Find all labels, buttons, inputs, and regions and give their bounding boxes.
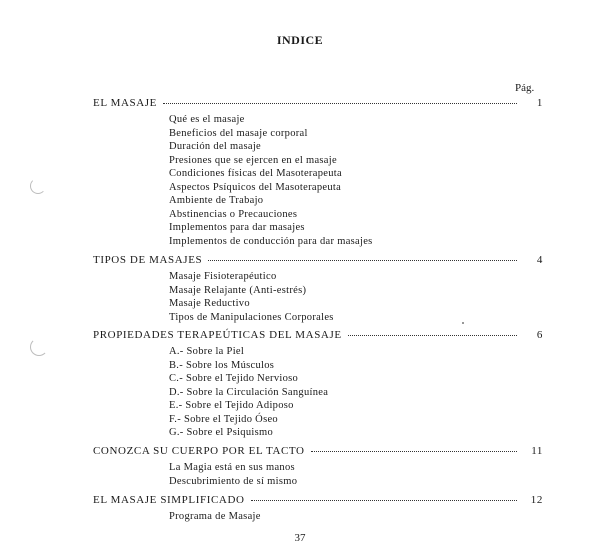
subtopic-item: G.- Sobre el Psiquismo (169, 427, 274, 438)
section-title: EL MASAJE (93, 97, 157, 109)
subtopic-item: Presiones que se ejercen en el masaje (169, 154, 337, 166)
section-page-number: 6 (536, 329, 543, 341)
subtopic-item: Tipos de Manipulaciones Corporales (169, 311, 334, 323)
subtopic-item: Masaje Reductivo (169, 298, 250, 309)
section-page-number: 4 (536, 254, 543, 266)
subtopic-item: La Magia está en sus manos (169, 462, 295, 473)
subtopic-item: Beneficios del masaje corporal (169, 127, 308, 139)
toc-section-heading (93, 253, 543, 268)
subtopic-item: Aspectos Psíquicos del Masoterapeuta (169, 181, 342, 193)
subtopic-item: C.- Sobre el Tejido Nervioso (169, 373, 299, 384)
toc-section-heading (93, 96, 543, 111)
dot-leader (348, 326, 517, 336)
subtopic-item: Qué es el masaje (169, 114, 245, 125)
toc-section-heading (93, 328, 543, 343)
dot-leader (163, 94, 517, 104)
toc-section (93, 444, 543, 488)
dot-leader (208, 251, 517, 261)
scan-mark (30, 338, 48, 356)
subtopic-item: F.- Sobre el Tejido Óseo (169, 413, 278, 425)
subtopic-item: Condiciones físicas del Masoterapeuta (169, 168, 342, 179)
subtopic-item: D.- Sobre la Circulación Sanguínea (169, 386, 329, 398)
subtopic-item: Duración del masaje (169, 141, 261, 152)
subtopic-item: Descubrimiento de sí mismo (169, 475, 298, 487)
subtopic-item: B.- Sobre los Músculos (169, 359, 275, 371)
subtopic-item: Programa de Masaje (169, 511, 261, 522)
subtopic-list (169, 510, 543, 524)
scan-speck (462, 322, 464, 324)
page-column-label: Pág. (515, 82, 535, 94)
dot-leader (311, 442, 517, 452)
dot-leader (251, 491, 517, 501)
toc-section-heading (93, 493, 543, 508)
index-title: INDICE (276, 33, 324, 47)
section-page-number: 12 (530, 494, 543, 506)
section-title: EL MASAJE SIMPLIFICADO (93, 494, 245, 506)
page-number: 37 (294, 532, 306, 544)
subtopic-list (169, 461, 543, 488)
subtopic-item: Implementos para dar masajes (169, 222, 305, 233)
toc-section-heading (93, 444, 543, 459)
subtopic-item: Masaje Fisioterapéutico (169, 271, 277, 282)
subtopic-list (169, 113, 543, 248)
toc-section (93, 96, 543, 248)
toc-section (93, 253, 543, 324)
subtopic-item: A.- Sobre la Piel (169, 346, 245, 357)
section-page-number: 1 (536, 97, 543, 109)
subtopic-item: E.- Sobre el Tejido Adiposo (169, 400, 294, 411)
subtopic-list (169, 270, 543, 324)
subtopic-item: Abstinencias o Precauciones (169, 208, 298, 220)
section-title: TIPOS DE MASAJES (93, 254, 203, 266)
subtopic-list (169, 345, 543, 440)
section-title: PROPIEDADES TERAPEÚTICAS DEL MASAJE (93, 329, 342, 341)
section-title: CONOZCA SU CUERPO POR EL TACTO (93, 445, 305, 457)
subtopic-item: Masaje Relajante (Anti-estrés) (169, 284, 307, 296)
subtopic-item: Implementos de conducción para dar masajes (169, 235, 373, 247)
subtopic-item: Ambiente de Trabajo (169, 195, 264, 206)
scan-mark (30, 178, 46, 194)
toc-section (93, 328, 543, 440)
toc-section (93, 493, 543, 524)
section-page-number: 11 (531, 445, 543, 457)
